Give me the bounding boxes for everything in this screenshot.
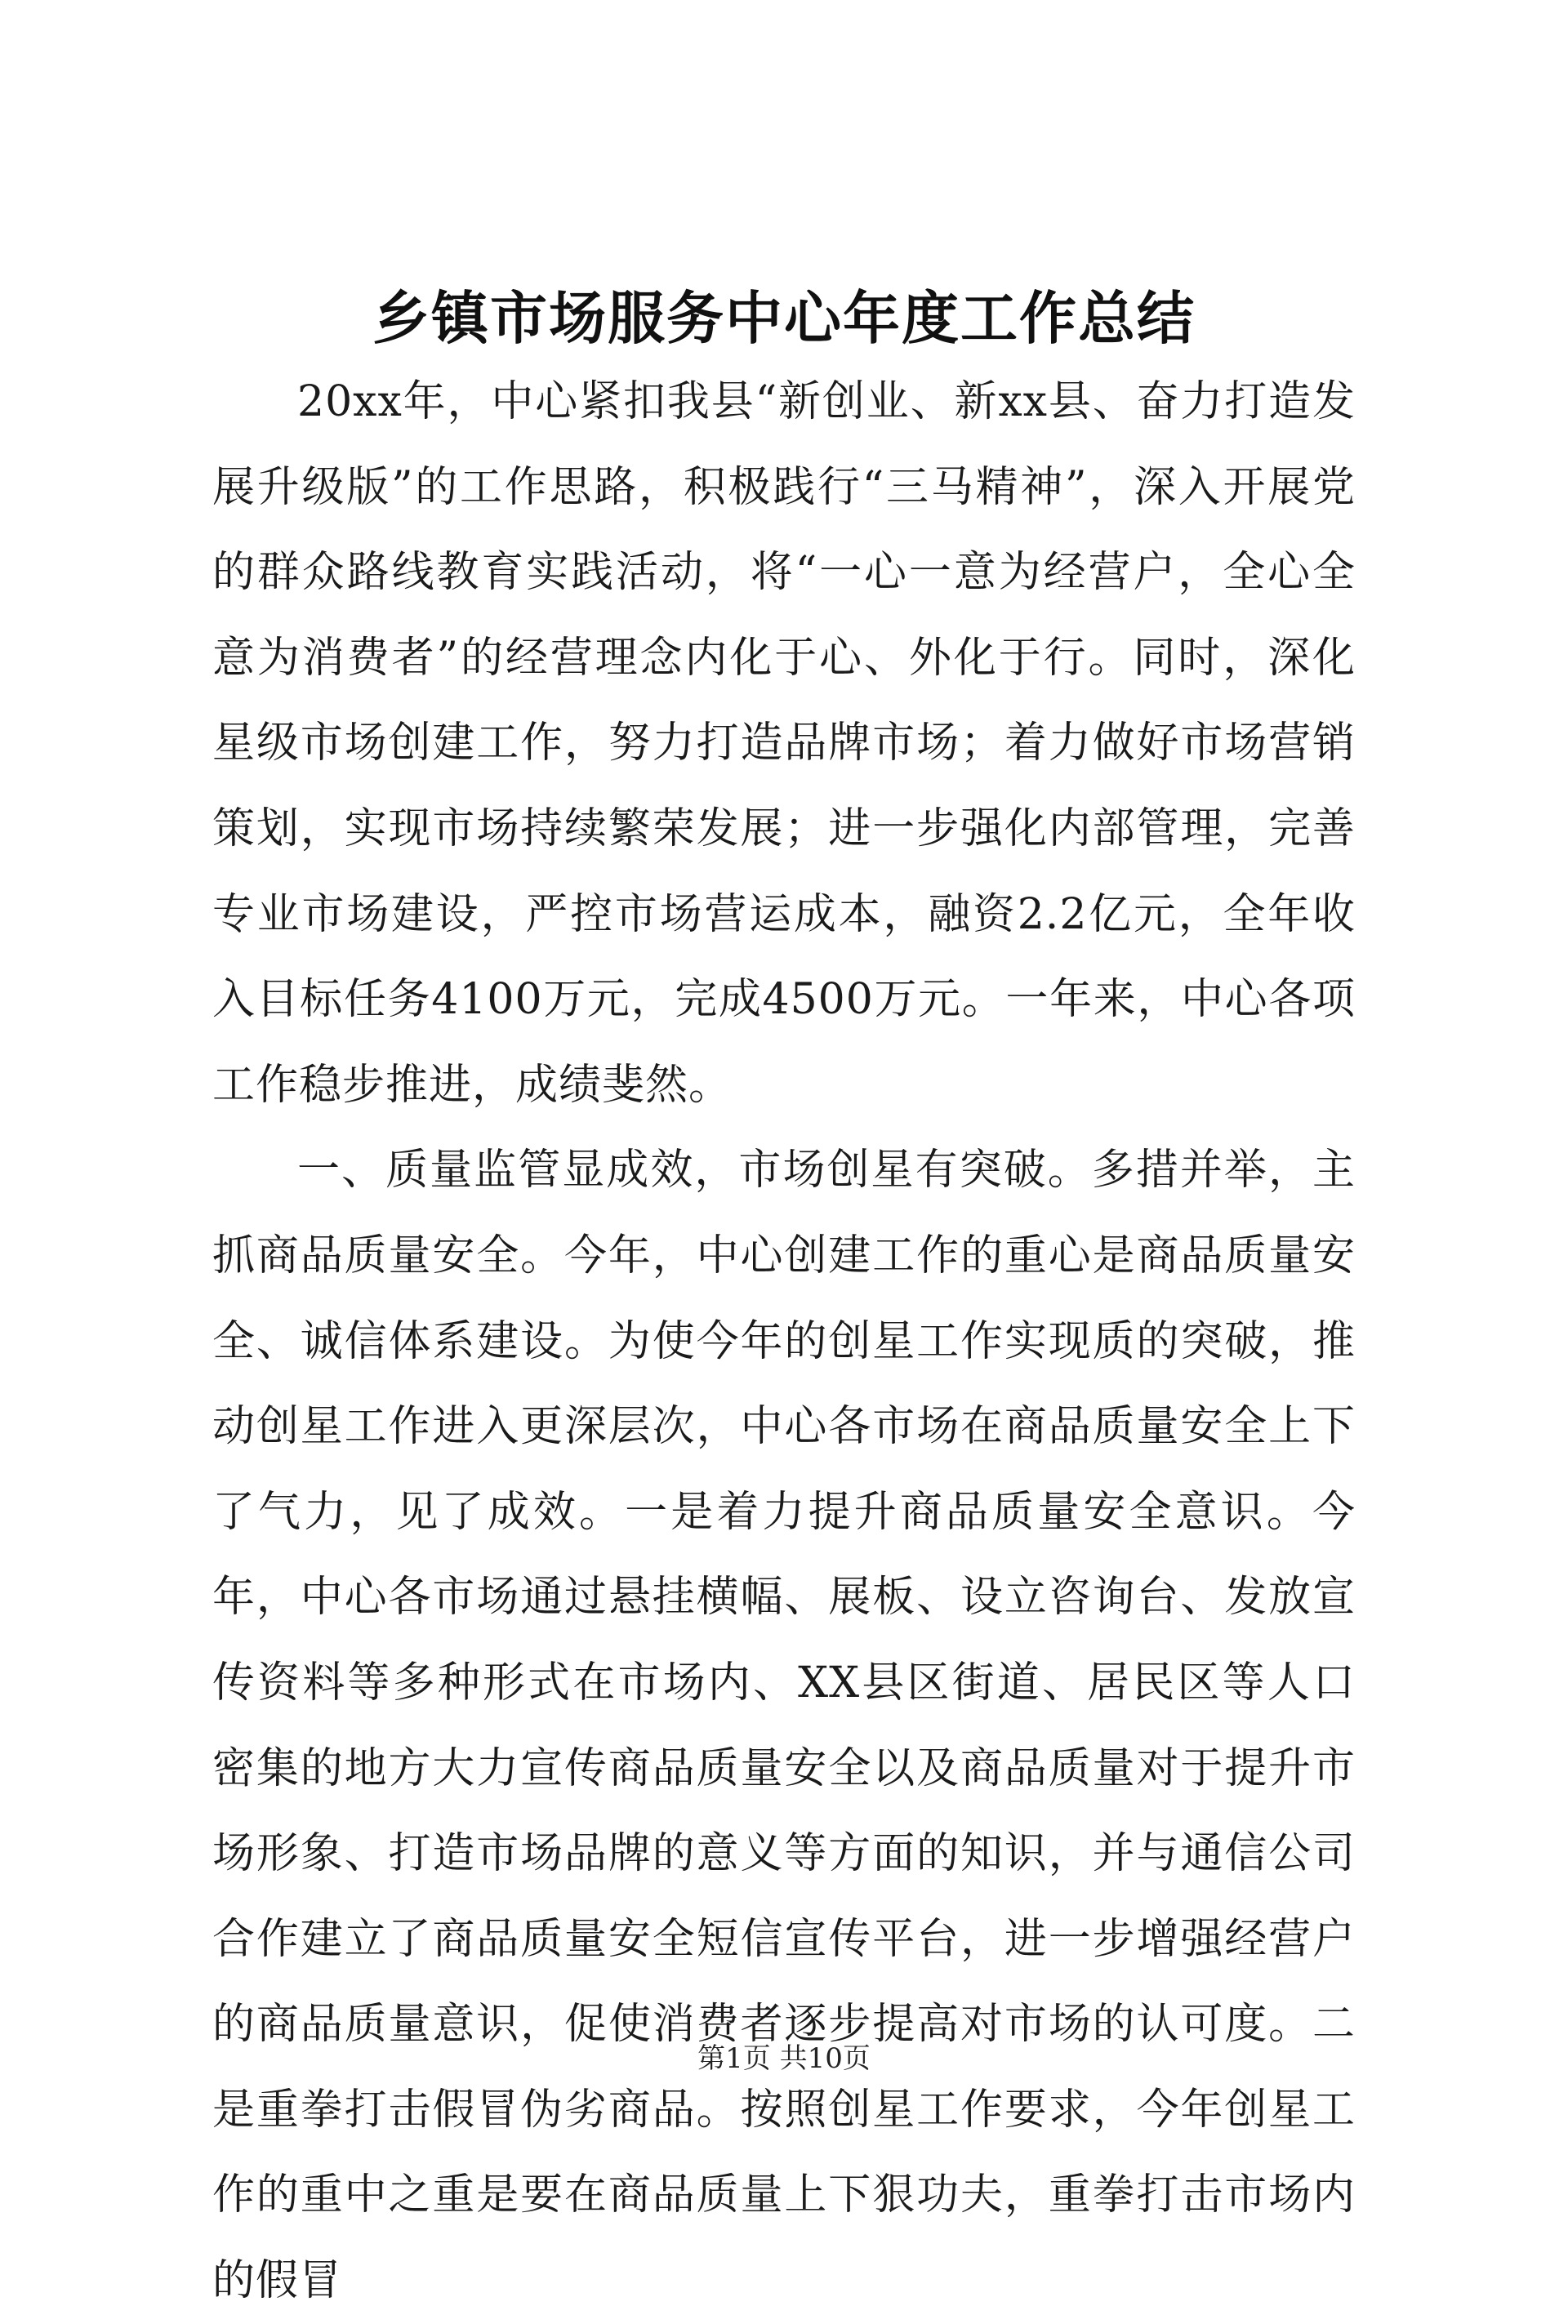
page-number-footer: 第1页 共10页 [697,2042,871,2075]
body-paragraph: 一、质量监管显成效，市场创星有突破。多措并举，主抓商品质量安全。今年，中心创建工作的重心是商品质量安全、诚信体系建设。为使今年的创星工作实现质的突破，推动创星工作进入更深层次，中心各市场在商品质量安全上下了气力，见了成效。一是着力提升商品质量安全意识。今年，中心各市场通过悬挂横幅、展板、设立咨询台、发放宣传资料等多种形式在市场内、XX县区街道、居民区等人口密集的地方大力宣传商品质量安全以及商品质量对于提升市场形象、打造市场品牌的意义等方面的知识，并与通信公司合作建立了商品质量安全短信宣传平台，进一步增强经营户的商品质量意识，促使消费者逐步提高对市场的认可度。二是重拳打击假冒伪劣商品。按照创星工作要求，今年创星工作的重中之重是要在商品质量上下狠功夫，重拳打击市场内的假冒 [212,1146,1356,2306]
body-paragraph: 20xx年，中心紧扣我县“新创业、新xx县、奋力打造发展升级版”的工作思路，积极践行“三马精神”，深入开展党的群众路线教育实践活动，将“一心一意为经营户，全心全意为消费者”的经营理念内化于心、外化于行。同时，深化星级市场创建工作，努力打造品牌市场；着力做好市场营销策划，实现市场持续繁荣发展；进一步强化内部管理，完善专业市场建设，严控市场营运成本，融资2.2亿元，全年收入目标任务4100万元，完成4500万元。一年来，中心各项工作稳步推进，成绩斐然。 [212,377,1356,1110]
document-body [212,359,1356,2324]
document-title: 乡镇市场服务中心年度工作总结 [372,284,1196,352]
